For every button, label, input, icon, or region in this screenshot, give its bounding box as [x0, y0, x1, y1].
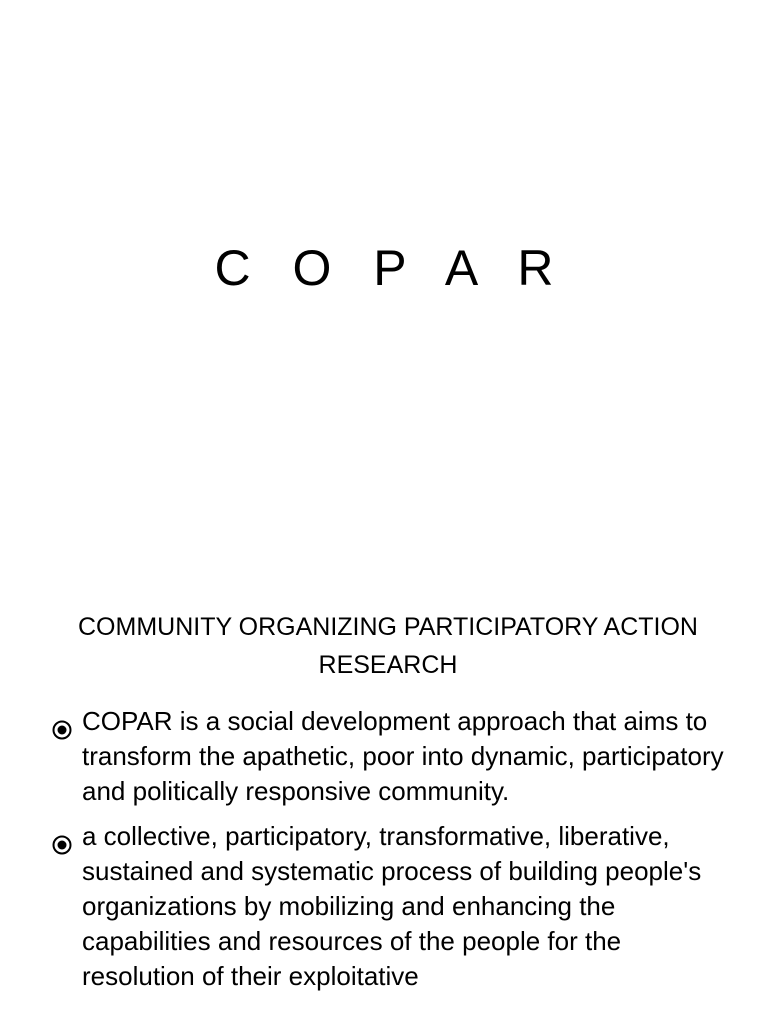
bullet-item [48, 819, 728, 994]
radio-bullet-icon [52, 829, 72, 849]
slide-subtitle: COMMUNITY ORGANIZING PARTICIPATORY ACTION RESEARCH [78, 613, 698, 679]
slide-body [48, 608, 728, 1004]
radio-bullet-icon [52, 714, 72, 734]
bullet-text: a collective, participatory, transformative, liberative, sustained and systematic process of building people's organizations by mobilizing and enhancing the capabilities and resources of the people for the resolution of their exploitative [82, 821, 702, 991]
bullet-text: COPAR is a social development approach that aims to transform the apathetic, poor into dynamic, participatory and politically responsive community. [82, 706, 724, 806]
bullet-item [48, 704, 728, 809]
bullet-list [48, 704, 728, 994]
slide-title: C O P A R [214, 240, 568, 296]
